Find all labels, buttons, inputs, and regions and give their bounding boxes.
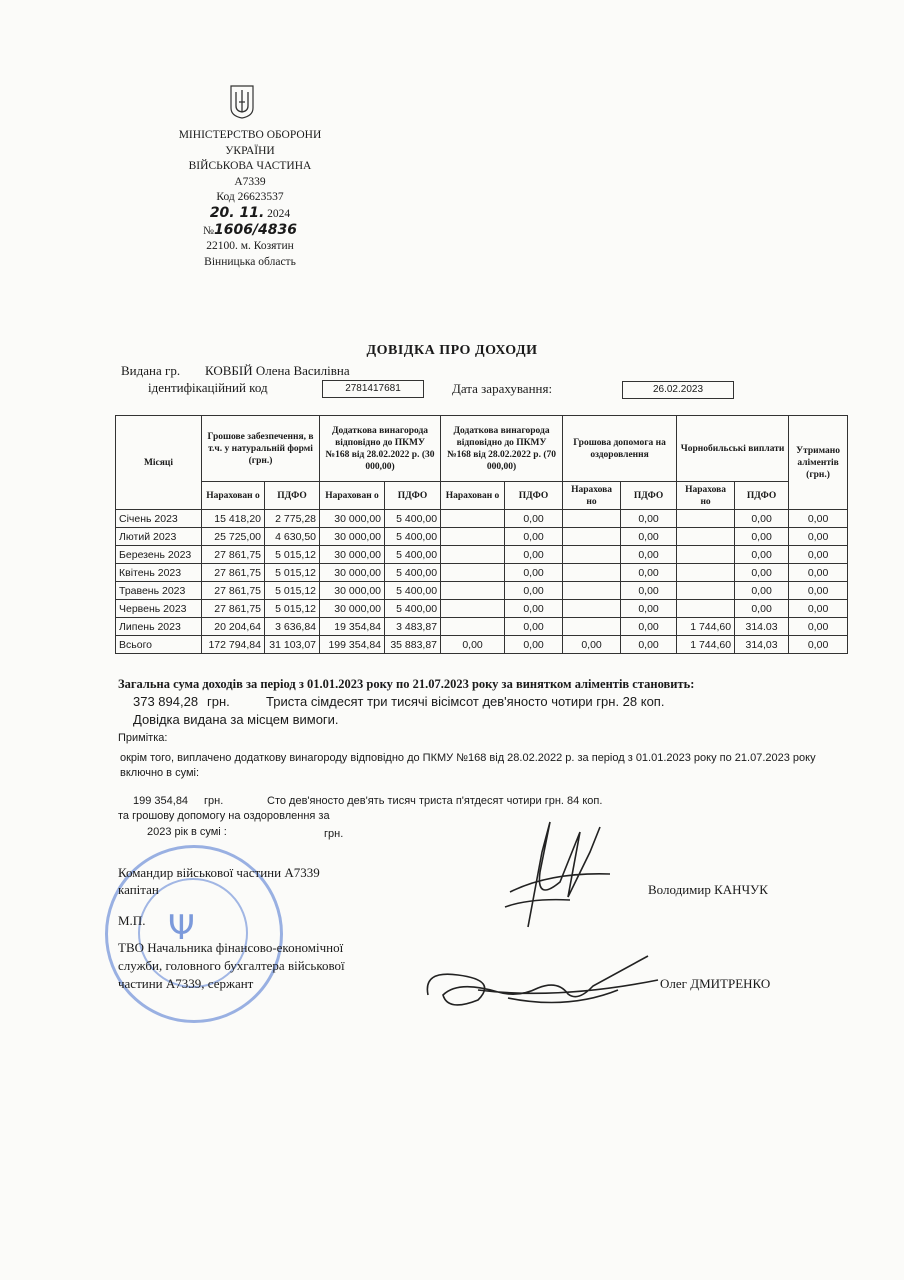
table-total-row xyxy=(116,636,848,654)
value-cell: 0,00 xyxy=(789,528,848,546)
value-cell: 0,00 xyxy=(735,510,789,528)
sign2-name: Олег ДМИТРЕНКО xyxy=(660,976,771,991)
sign2-title-3: частини А7339, сержант xyxy=(118,976,254,991)
value-cell: 5 015,12 xyxy=(265,546,320,564)
value-cell: 5 400,00 xyxy=(385,510,441,528)
month-cell: Травень 2023 xyxy=(116,582,202,600)
value-cell: 0,00 xyxy=(735,600,789,618)
page-title: ДОВІДКА ПРО ДОХОДИ xyxy=(366,343,538,358)
value-cell xyxy=(441,564,505,582)
value-cell: 15 418,20 xyxy=(202,510,265,528)
value-cell: 31 103,07 xyxy=(265,636,320,654)
sign1-title-2: капітан xyxy=(118,882,159,897)
subheader-pdfo: ПДФО xyxy=(265,482,320,510)
mp-label: М.П. xyxy=(118,913,146,928)
trident-emblem-icon xyxy=(229,84,255,120)
month-cell: Всього xyxy=(116,636,202,654)
issuer-header xyxy=(150,128,350,270)
value-cell: 25 725,00 xyxy=(202,528,265,546)
total-amount: 373 894,28 xyxy=(133,694,199,709)
value-cell: 5 400,00 xyxy=(385,564,441,582)
sign1-name: Володимир КАНЧУК xyxy=(648,882,768,897)
value-cell: 0,00 xyxy=(735,546,789,564)
value-cell: 5 400,00 xyxy=(385,546,441,564)
note-label: Примітка: xyxy=(118,732,168,744)
value-cell: 5 400,00 xyxy=(385,600,441,618)
col-month-header: Місяці xyxy=(116,416,202,510)
value-cell: 0,00 xyxy=(621,636,677,654)
aid-currency: грн. xyxy=(324,828,344,840)
month-cell: Липень 2023 xyxy=(116,618,202,636)
value-cell: 0,00 xyxy=(505,636,563,654)
value-cell: 27 861,75 xyxy=(202,582,265,600)
value-cell: 30 000,00 xyxy=(320,528,385,546)
commander-signature xyxy=(470,812,620,932)
issued-place: Довідка видана за місцем вимоги. xyxy=(133,712,339,727)
value-cell: 0,00 xyxy=(621,618,677,636)
value-cell: 0,00 xyxy=(621,528,677,546)
header-line: МІНІСТЕРСТВО ОБОРОНИ xyxy=(178,129,322,141)
value-cell: 314,03 xyxy=(735,636,789,654)
value-cell xyxy=(677,582,735,600)
value-cell xyxy=(563,528,621,546)
month-cell: Лютий 2023 xyxy=(116,528,202,546)
value-cell: 27 861,75 xyxy=(202,546,265,564)
value-cell xyxy=(677,564,735,582)
subheader-pdfo: ПДФО xyxy=(621,482,677,510)
value-cell: 0,00 xyxy=(789,636,848,654)
subheader-accrued: Нарахова но xyxy=(677,482,735,510)
value-cell: 1 744,60 xyxy=(677,636,735,654)
value-cell: 5 015,12 xyxy=(265,600,320,618)
value-cell xyxy=(677,600,735,618)
subheader-accrued: Нарахован о xyxy=(320,482,385,510)
value-cell: 5 015,12 xyxy=(265,564,320,582)
value-cell: 0,00 xyxy=(505,582,563,600)
extra-words: Сто дев'яносто дев'ять тисяч триста п'ятдесят чотири грн. 84 коп. xyxy=(267,795,603,807)
value-cell: 0,00 xyxy=(735,582,789,600)
value-cell xyxy=(441,510,505,528)
value-cell: 35 883,87 xyxy=(385,636,441,654)
value-cell: 0,00 xyxy=(505,528,563,546)
total-line: Загальна сума доходів за період з 01.01.2023 року по 21.07.2023 року за винятком аліментів становить: xyxy=(118,677,695,691)
value-cell: 30 000,00 xyxy=(320,510,385,528)
value-cell: 0,00 xyxy=(621,546,677,564)
accrual-label: Дата зарахування: xyxy=(452,381,553,396)
extra-currency: грн. xyxy=(204,795,224,807)
value-cell: 0,00 xyxy=(621,564,677,582)
subheader-pdfo: ПДФО xyxy=(385,482,441,510)
month-cell: Березень 2023 xyxy=(116,546,202,564)
seal-trident-icon: Ψ xyxy=(168,908,195,948)
date-handwritten: 20. 11. xyxy=(209,204,265,221)
value-cell: 0,00 xyxy=(621,600,677,618)
value-cell: 0,00 xyxy=(505,600,563,618)
value-cell: 0,00 xyxy=(789,582,848,600)
value-cell xyxy=(563,546,621,564)
header-number xyxy=(150,223,350,240)
col-health-aid-header: Грошова допомога на оздоровлення xyxy=(563,416,677,482)
value-cell xyxy=(563,600,621,618)
value-cell: 5 400,00 xyxy=(385,528,441,546)
id-code-box: 2781417681 xyxy=(322,380,424,398)
subheader-accrued: Нарахова но xyxy=(563,482,621,510)
header-line: ВІЙСЬКОВА ЧАСТИНА xyxy=(188,160,312,173)
value-cell xyxy=(441,546,505,564)
value-cell: 172 794,84 xyxy=(202,636,265,654)
value-cell: 0,00 xyxy=(505,546,563,564)
income-table xyxy=(115,415,848,654)
issued-label: Видана гр. xyxy=(121,363,181,378)
issued-name: КОВБІЙ Олена Василівна xyxy=(205,363,350,378)
aid-line-1: та грошову допомогу на оздоровлення за xyxy=(118,810,330,822)
value-cell: 0,00 xyxy=(505,510,563,528)
extra-amount: 199 354,84 xyxy=(133,795,189,807)
value-cell xyxy=(563,582,621,600)
value-cell xyxy=(441,618,505,636)
accrual-date-box: 26.02.2023 xyxy=(622,381,734,399)
value-cell: 0,00 xyxy=(735,564,789,582)
header-region: Вінницька область xyxy=(204,255,296,268)
id-label: ідентифікаційний код xyxy=(148,380,268,395)
col-bonus70-header: Додаткова винагорода відповідно до ПКМУ №168 від 28.02.2022 р. (70 000,00) xyxy=(441,416,563,482)
value-cell: 3 483,87 xyxy=(385,618,441,636)
value-cell xyxy=(441,600,505,618)
value-cell: 0,00 xyxy=(505,618,563,636)
table-row xyxy=(116,510,848,528)
header-line: УКРАЇНИ xyxy=(225,144,275,157)
value-cell: 3 636,84 xyxy=(265,618,320,636)
month-cell: Січень 2023 xyxy=(116,510,202,528)
value-cell: 0,00 xyxy=(789,510,848,528)
table-row xyxy=(116,600,848,618)
value-cell: 1 744,60 xyxy=(677,618,735,636)
sign2-title-1: ТВО Начальника фінансово-економічної xyxy=(118,940,344,955)
value-cell: 5 400,00 xyxy=(385,582,441,600)
note-text-2: включно в сумі: xyxy=(120,767,200,779)
value-cell: 0,00 xyxy=(441,636,505,654)
value-cell: 30 000,00 xyxy=(320,564,385,582)
value-cell: 0,00 xyxy=(789,564,848,582)
value-cell: 4 630,50 xyxy=(265,528,320,546)
date-year: 2024 xyxy=(267,207,291,220)
value-cell: 0,00 xyxy=(789,546,848,564)
total-currency: грн. xyxy=(207,694,230,709)
total-words: Триста сімдесят три тисячі вісімсот дев'яносто чотири грн. 28 коп. xyxy=(266,694,665,709)
value-cell: 2 775,28 xyxy=(265,510,320,528)
header-date xyxy=(150,206,350,223)
value-cell xyxy=(563,618,621,636)
number-prefix: № xyxy=(202,224,214,237)
month-cell: Червень 2023 xyxy=(116,600,202,618)
header-line: А7339 xyxy=(234,175,266,188)
accountant-signature xyxy=(418,950,678,1020)
col-bonus30-header: Додаткова винагорода відповідно до ПКМУ №168 від 28.02.2022 р. (30 000,00) xyxy=(320,416,441,482)
table-row xyxy=(116,546,848,564)
subheader-pdfo: ПДФО xyxy=(735,482,789,510)
value-cell: 20 204,64 xyxy=(202,618,265,636)
value-cell xyxy=(563,510,621,528)
value-cell xyxy=(677,528,735,546)
header-address: 22100. м. Козятин xyxy=(206,240,294,253)
col-salary-header: Грошове забезпечення, в т.ч. у натуральній формі (грн.) xyxy=(202,416,320,482)
table-row xyxy=(116,564,848,582)
table-row xyxy=(116,618,848,636)
table-row xyxy=(116,528,848,546)
number-handwritten: 1606/4836 xyxy=(213,221,298,238)
value-cell: 0,00 xyxy=(621,510,677,528)
value-cell xyxy=(441,582,505,600)
value-cell: 0,00 xyxy=(621,582,677,600)
value-cell: 0,00 xyxy=(789,600,848,618)
value-cell: 30 000,00 xyxy=(320,600,385,618)
value-cell: 0,00 xyxy=(789,618,848,636)
col-chernobyl-header: Чорнобильські виплати xyxy=(677,416,789,482)
value-cell: 19 354,84 xyxy=(320,618,385,636)
value-cell xyxy=(563,564,621,582)
month-cell: Квітень 2023 xyxy=(116,564,202,582)
sign2-title-2: служби, головного бухгалтера військової xyxy=(118,958,345,973)
value-cell xyxy=(441,528,505,546)
value-cell: 30 000,00 xyxy=(320,582,385,600)
value-cell: 27 861,75 xyxy=(202,600,265,618)
col-alimony-header: Утримано аліментів (грн.) xyxy=(789,416,848,510)
note-text-1: окрім того, виплачено додаткову винагороду відповідно до ПКМУ №168 від 28.02.2022 р. за період з 01.01.2023 року по 21.07.2023 року xyxy=(120,752,816,764)
sign1-title-1: Командир військової частини А7339 xyxy=(118,865,320,880)
value-cell: 5 015,12 xyxy=(265,582,320,600)
value-cell: 30 000,00 xyxy=(320,546,385,564)
subheader-accrued: Нарахован о xyxy=(202,482,265,510)
value-cell: 314.03 xyxy=(735,618,789,636)
value-cell xyxy=(677,510,735,528)
table-row xyxy=(116,582,848,600)
subheader-accrued: Нарахован о xyxy=(441,482,505,510)
value-cell: 0,00 xyxy=(505,564,563,582)
value-cell: 199 354,84 xyxy=(320,636,385,654)
value-cell xyxy=(677,546,735,564)
aid-line-2: 2023 рік в сумі : xyxy=(147,826,227,838)
value-cell: 0,00 xyxy=(735,528,789,546)
value-cell: 27 861,75 xyxy=(202,564,265,582)
header-line: Код 26623537 xyxy=(216,191,284,204)
value-cell: 0,00 xyxy=(563,636,621,654)
subheader-pdfo: ПДФО xyxy=(505,482,563,510)
